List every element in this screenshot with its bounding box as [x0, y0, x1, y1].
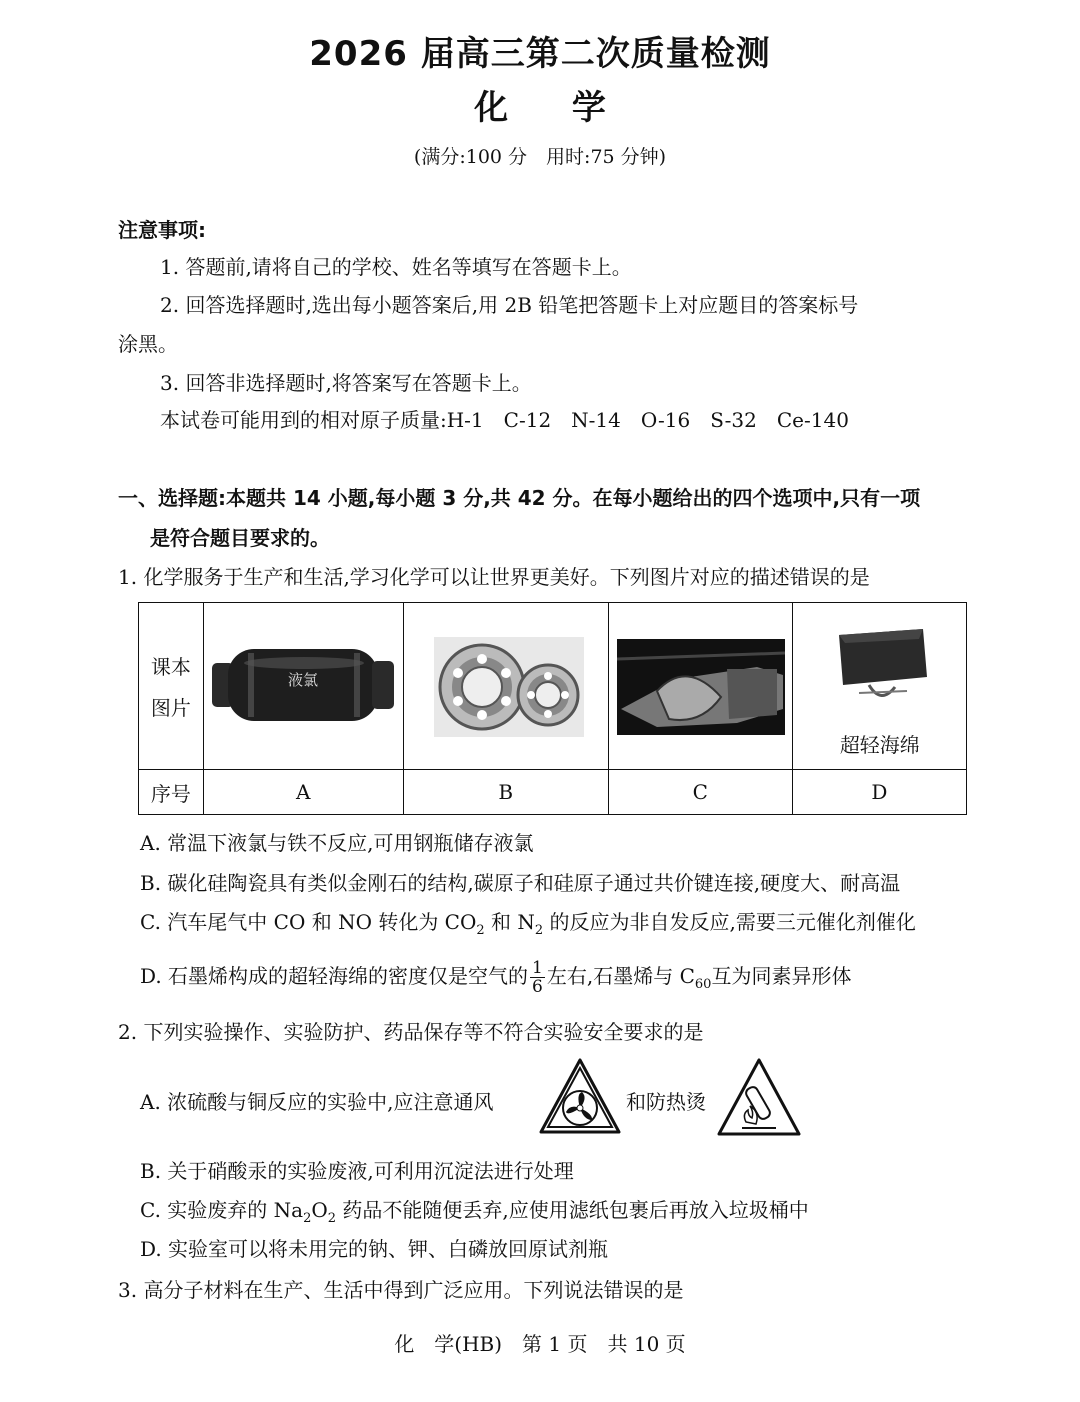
cylinder-label: 液氯: [287, 671, 318, 689]
q2-option-a-part2: 和防热烫: [626, 1090, 706, 1114]
fraction-one-sixth: $\frac{1}{6}$: [532, 958, 543, 997]
ceramic-bearings-image: [434, 637, 584, 737]
row-label-line1: 课本: [150, 655, 191, 679]
heat-burn-warning-icon: [716, 1056, 802, 1142]
notice-item-1: 1. 答题前,请将自己的学校、姓名等填写在答题卡上。: [160, 255, 632, 279]
label-b: B: [403, 770, 608, 815]
ultralight-sponge-image: [829, 621, 933, 711]
q2-option-d: D. 实验室可以将未用完的钠、钾、白磷放回原试剂瓶: [140, 1237, 609, 1261]
section1-heading: 一、选择题:本题共 14 小题,每小题 3 分,共 42 分。在每小题给出的四个选项中,只有一项: [118, 486, 921, 510]
catalytic-converter-image: [617, 639, 785, 735]
page-footer: 化 学(HB) 第 1 页 共 10 页: [394, 1332, 686, 1356]
q1-stem: 1. 化学服务于生产和生活,学习化学可以让世界更美好。下列图片对应的描述错误的是: [118, 565, 870, 589]
picture-c-cell: [608, 603, 792, 770]
q1-image-table: [138, 602, 967, 815]
row-label-line2: 图片: [150, 696, 191, 720]
row-label-pictures: [139, 603, 204, 770]
q2-option-a-part1: A. 浓硫酸与铜反应的实验中,应注意通风: [140, 1090, 494, 1114]
ventilation-warning-icon: [538, 1056, 622, 1140]
q2-option-c: C. 实验废弃的 $Na_2O_2$ 药品不能随便丢弃,应使用滤纸包裹后再放入垃圾桶中: [140, 1198, 809, 1226]
q3-stem: 3. 高分子材料在生产、生活中得到广泛应用。下列说法错误的是: [118, 1278, 684, 1302]
notice-item-2: 2. 回答选择题时,选出每小题答案后,用 2B 铅笔把答题卡上对应题目的答案标号: [160, 293, 859, 317]
label-a: A: [203, 770, 403, 815]
notice-item-2-cont: 涂黑。: [118, 332, 178, 356]
picture-d-cell: [792, 603, 966, 770]
picture-b-cell: [403, 603, 608, 770]
exam-meta: (满分:100 分 用时:75 分钟): [413, 146, 667, 168]
q1-option-c: C. 汽车尾气中 CO 和 NO 转化为 $CO_2$ 和 $N_2$ 的反应为非自发反应,需要三元催化剂催化: [140, 910, 916, 938]
atomic-masses: 本试卷可能用到的相对原子质量:H-1 C-12 N-14 O-16 S-32 Ce-140: [160, 408, 849, 432]
liquid-chlorine-cylinder-image: [208, 633, 400, 737]
sponge-caption: 超轻海绵: [839, 733, 920, 757]
section1-heading-cont: 是符合题目要求的。: [150, 526, 330, 550]
subject-title: 化 学: [474, 88, 632, 128]
picture-a-cell: [203, 603, 403, 770]
q1-option-d: D. 石墨烯构成的超轻海绵的密度仅是空气的 $\frac{1}{6}$ 左右,石墨烯与 $C_{60}$互为同素异形体: [140, 958, 852, 997]
q2-option-b: B. 关于硝酸汞的实验废液,可利用沉淀法进行处理: [140, 1159, 574, 1183]
q1-option-a: A. 常温下液氯与铁不反应,可用钢瓶储存液氯: [140, 831, 534, 855]
label-d: D: [792, 770, 966, 815]
notice-item-3: 3. 回答非选择题时,将答案写在答题卡上。: [160, 371, 532, 395]
q2-stem: 2. 下列实验操作、实验防护、药品保存等不符合实验安全要求的是: [118, 1020, 704, 1044]
exam-title: 2026 届高三第二次质量检测: [309, 34, 771, 74]
label-c: C: [608, 770, 792, 815]
notice-heading: 注意事项:: [118, 218, 206, 242]
row-label-index: 序号: [139, 770, 204, 815]
q1-option-b: B. 碳化硅陶瓷具有类似金刚石的结构,碳原子和硅原子通过共价键连接,硬度大、耐高温: [140, 871, 901, 895]
